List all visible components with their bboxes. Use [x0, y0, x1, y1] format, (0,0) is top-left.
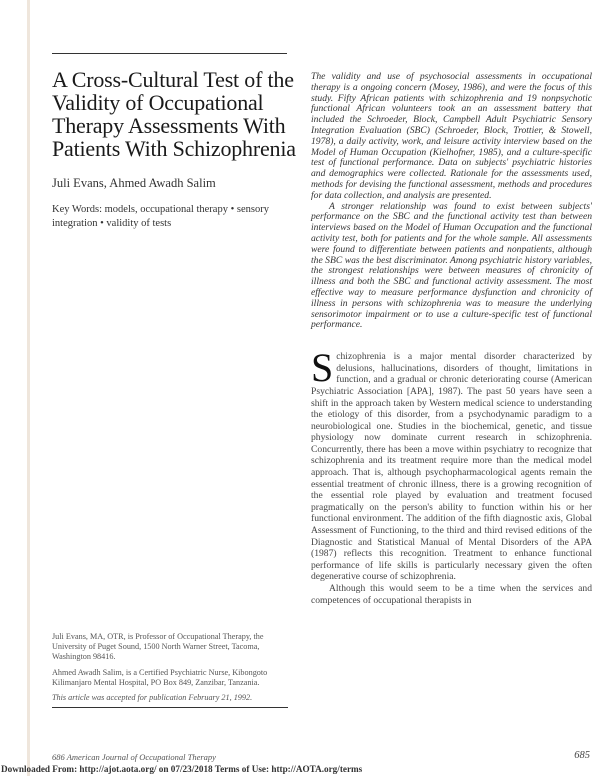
- top-rule: [52, 53, 287, 54]
- author-note: Ahmed Awadh Salim, is a Certified Psychiatric Nurse, Kibongoto Kilimanjaro Mental Hospital, PO Box 849, Zanzibar, Tanzania.: [52, 667, 268, 687]
- journal-footer: 686 American Journal of Occupational Therapy: [52, 752, 216, 762]
- abstract-paragraph: A stronger relationship was found to exist between subjects' performance on the SBC and the functional activity test than between interviews based on the Model of Human Occupation and the functional activity test, both for patients and for the whole sample. All assessments were found to differentiate between patients and nonpatients, although the SBC was the best discriminator. Among psychiatric history variables, the strongest relationships were between measures of chronicity of illness and both the SBC and functional activity assessment. The most effective way to measure performance dysfunction and chronicity of illness in persons with schizophrenia was to measure the underlying sensorimotor impairment or to use a culture-specific test of functional performance.: [311, 200, 592, 331]
- body-paragraph: [311, 345, 592, 583]
- author-notes: [52, 632, 288, 708]
- title-block: [52, 68, 302, 231]
- download-notice: Downloaded From: http://ajot.aota.org/ on 07/23/2018 Terms of Use: http://AOTA.org/terms: [1, 764, 363, 774]
- abstract: [311, 72, 592, 331]
- author-note: Juli Evans, MA, OTR, is Professor of Occupational Therapy, the University of Puget Sound, 1500 North Warner Street, Tacoma, Washington 98416.: [52, 632, 264, 662]
- abstract-paragraph: The validity and use of psychosocial assessments in occupational therapy is a ongoing concern (Mosey, 1986), and were the focus of this study. Fifty African patients with schizophrenia and 19 nonpsychotic functional African volunteers took an an assessment battery that included the Schroeder, Block, Campbell Adult Psychiatric Sensory Integration Evaluation (SBC) (Schroeder, Block, Trottier, & Stowell, 1978), a daily activity, work, and leisure activity interview based on the Model of Human Occupation (Kielhofner, 1985), and a culture-specific test of functional performance. Data on subjects' psychiatric histories and demographics were collected. Rationale for the assessments used, methods for devising the functional assessment, methods and procedures for data collection, and analysis are presented.: [311, 71, 592, 201]
- article-title: A Cross-Cultural Test of the Validity of Occupational Therapy Assessments With Patients With Schizophrenia: [52, 67, 296, 161]
- body-paragraph: Although this would seem to be a time when the services and competences of occupational therapists in: [311, 583, 592, 606]
- body-text: [311, 345, 592, 606]
- body-paragraph-text: chizophrenia is a major mental disorder characterized by delusions, hallucinations, disorders of thought, limitations in function, and a gradual or chronic deteriorating course (American Psychiatric Association [APA], 1987). The past 50 years have seen a shift in the approach taken by Western medical science to understanding the etiology of this disorder, from a psychodynamic paradigm to a neurobiological one. Studies in the biochemical, genetic, and tissue physiology now dominate current research in schizophrenia. Concurrently, there has been a move within psychiatry to recognize that schizophrenia and its treatment require more than the medical model approach. That is, although psychopharmacological agents remain the essential treatment of chronic illness, there is a growing recognition of the essential role played by evaluation and treatment focused pragmatically on the person's ability to function within his or her functional environment. The addition of the fifth diagnostic axis, Global Assessment of Functioning, to the third and third revised editions of the Diagnostic and Statistical Manual of Mental Disorders of the APA (1987) reflects this recognition. Treatment to enhance functional performance of life skills is particularly necessary given the often degenerative course of schizophrenia.: [311, 351, 592, 583]
- keywords: Key Words: models, occupational therapy • sensory integration • validity of tests: [52, 204, 269, 229]
- right-column: [311, 72, 592, 606]
- authors: Juli Evans, Ahmed Awadh Salim: [52, 176, 216, 190]
- page-number: 685: [574, 750, 590, 761]
- page-edge: [27, 0, 30, 776]
- acceptance-note: This article was accepted for publication February 21, 1992.: [52, 693, 288, 708]
- drop-cap: S: [311, 345, 334, 391]
